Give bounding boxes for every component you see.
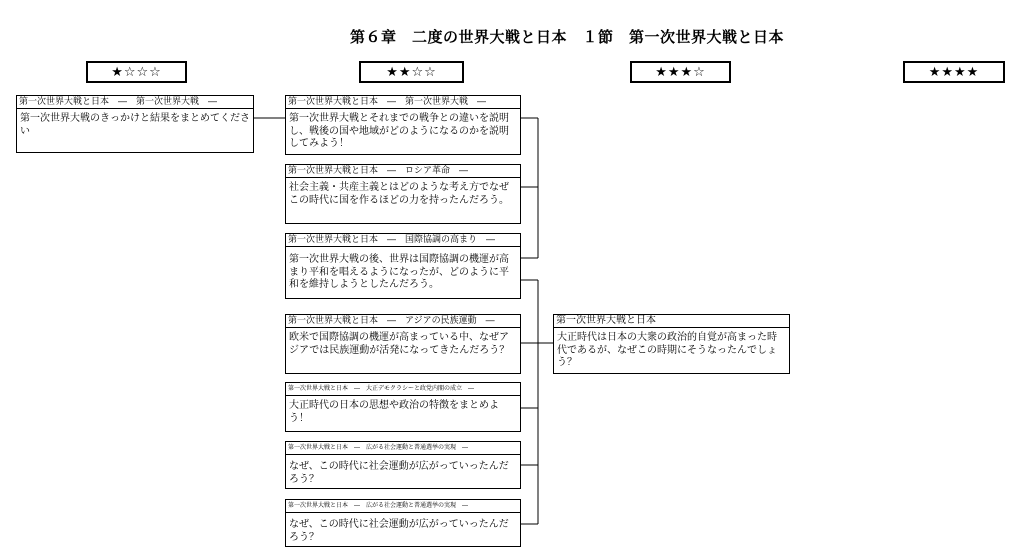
card-header: 第一次世界大戦と日本 ― ロシア革命 ― [286,165,520,178]
card-header: 第一次世界大戦と日本 ― 第一次世界大戦 ― [286,96,520,109]
card-question: 欧米で国際協調の機運が高まっている中、なぜアジアでは民族運動が活発になってきたんだろう？ [289,332,510,356]
page-title: 第６章 二度の世界大戦と日本 １節 第一次世界大戦と日本 [349,28,784,46]
level-4-rating: ★★★★ [903,61,1005,83]
card-header: 第一次世界大戦と日本 ― 広がる社会運動と普通選挙の実現 ― [286,500,520,513]
card-col2-asian-national-movements [285,314,521,374]
card-header: 第一次世界大戦と日本 [554,315,789,328]
card-col2-russian-revolution [285,164,521,224]
card-col2-international-cooperation [285,233,521,299]
card-question: 大正時代の日本の思想や政治の特徴をまとめよう！ [289,400,499,424]
card-col2-social-movements-2 [285,499,521,547]
card-question: 第一次世界大戦のきっかけと結果をまとめてください [20,113,250,137]
level-2-rating: ★★☆☆ [359,61,464,83]
card-header: 第一次世界大戦と日本 ― 広がる社会運動と普通選挙の実現 ― [286,442,520,455]
card-question: 第一次世界大戦とそれまでの戦争との違いを説明し、戦後の国や地域がどのようになるのかを説明してみよう！ [289,113,509,149]
card-col3-taisho-era [553,314,790,374]
card-header: 第一次世界大戦と日本 ― 国際協調の高まり ― [286,234,520,247]
card-question: 大正時代は日本の大衆の政治的自覚が高まった時代であるが、なぜこの時期にそうなったんでしょう？ [557,332,777,368]
card-col2-ww1 [285,95,521,155]
card-question: 社会主義・共産主義とはどのような考え方でなぜこの時代に国を作るほどの力を持ったんだろう。 [289,182,509,206]
level-3-rating: ★★★☆ [630,61,731,83]
level-1-rating: ★☆☆☆ [86,61,187,83]
card-col2-social-movements [285,441,521,489]
card-col2-taisho-democracy [285,382,521,432]
card-header: 第一次世界大戦と日本 ― 第一次世界大戦 ― [17,96,253,109]
card-question: なぜ、この時代に社会運動が広がっていったんだろう？ [289,461,509,485]
card-col1-ww1-overview [16,95,254,153]
card-question: なぜ、この時代に社会運動が広がっていったんだろう？ [289,519,509,543]
card-header: 第一次世界大戦と日本 ― 大正デモクラシーと政党内閣の成立 ― [286,383,520,396]
card-header: 第一次世界大戦と日本 ― アジアの民族運動 ― [286,315,520,328]
card-question: 第一次世界大戦の後、世界は国際協調の機運が高まり平和を唱えるようになったが、どのように平和を維持しようとしたんだろう。 [289,254,509,290]
